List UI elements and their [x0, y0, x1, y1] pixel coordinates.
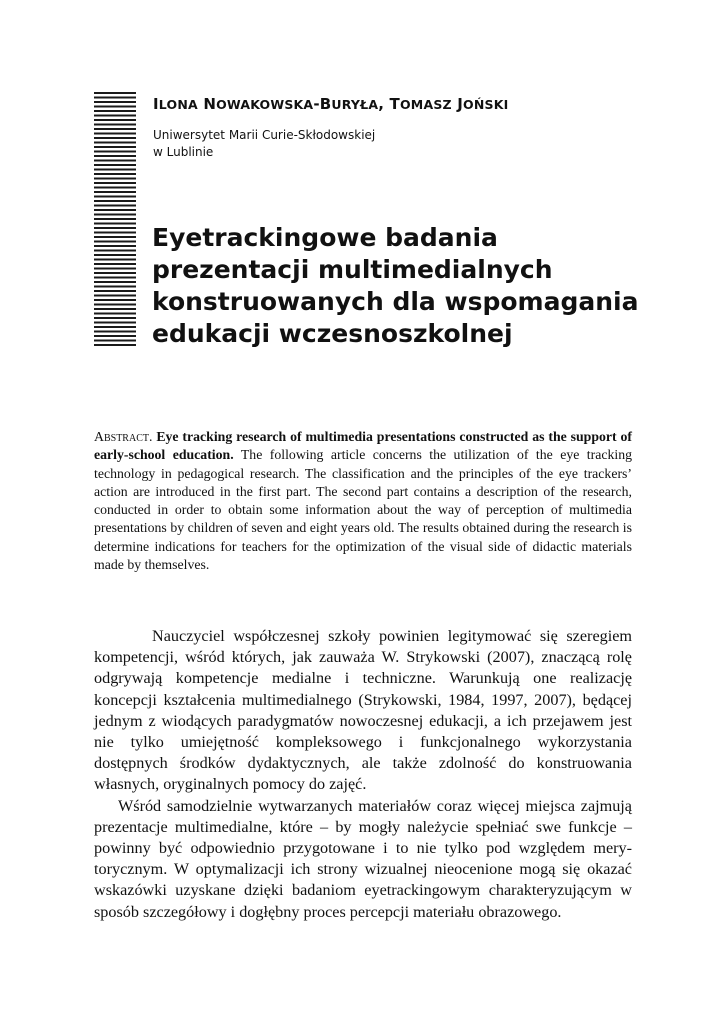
decorative-stripes: [94, 92, 136, 346]
abstract-text: The following article concerns the utilization of the eye tracking technology in pedagogical research. The classification and the principles of the eye trackers’ action are introduced in the first part. The second part contains a description of the research, conducted in order to obtain some information about the way of perception of multimedia presentations by children of seven and eight years old. The results obtained during the research is determine indications for teachers for the optimization of the visual side of didactic materials made by themselves.: [94, 447, 632, 573]
affiliation-line-1: Uniwersytet Marii Curie-Skłodowskiej: [153, 128, 376, 142]
title-line-2: prezentacji multimedialnych: [152, 255, 553, 284]
abstract-label: Abstract.: [94, 429, 153, 444]
title-line-4: edukacji wczesnoszkolnej: [152, 319, 513, 348]
affiliation-line-2: w Lublinie: [153, 145, 214, 159]
title-line-1: Eyetrackingowe badania: [152, 223, 498, 252]
body-text: [94, 626, 632, 923]
paragraph-2: Wśród samodzielnie wytwarzanych materiałów coraz więcej miejsca zajmują prezentacje multimedialne, które – by mogły należycie spełniać swe funkcje – powinny być odpowiednio przygotowane i to nie tylko pod względem merytorycznym. W optymalizacji ich strony wizualnej nieocenione mogą się okazać wskazówki uzyskane dzięki badaniom eyetrackingowym charakteryzującym w sposób szczegółowy i dogłębny proces percepcji materiału obrazowego.: [94, 796, 632, 921]
affiliation: [153, 127, 375, 161]
authors: ILONA NOWAKOWSKA-BURYŁA, TOMASZ JOŃSKI: [153, 95, 509, 113]
title-line-3: konstruowanych dla wspomagania: [152, 287, 639, 316]
abstract-title: Eye tracking research of multimedia presentations constructed as the support of early-school education.: [94, 429, 632, 463]
paper-title: [152, 222, 672, 350]
abstract: [94, 428, 632, 574]
paragraph-1: Nauczyciel współczesnej szkoły powinien legitymować się szeregiem kompetencji, wśród których, jak zauważa W. Strykowski (2007), znaczącą rolę odgrywają kompetencje medialne i techniczne. Warunkują one realizację koncepcji kształcenia multimedialnego (Strykowski, 1984, 1997, 2007), będącej jednym z wiodących paradygmatów nowoczesnej edukacji, a ich przejawem jest nie tylko umiejętność kompleksowego i funkcjonalnego wykorzystania dostępnych środków dydaktycznych, ale także zdolność do konstruowania własnych, oryginalnych pomocy do zajęć.: [94, 627, 632, 794]
